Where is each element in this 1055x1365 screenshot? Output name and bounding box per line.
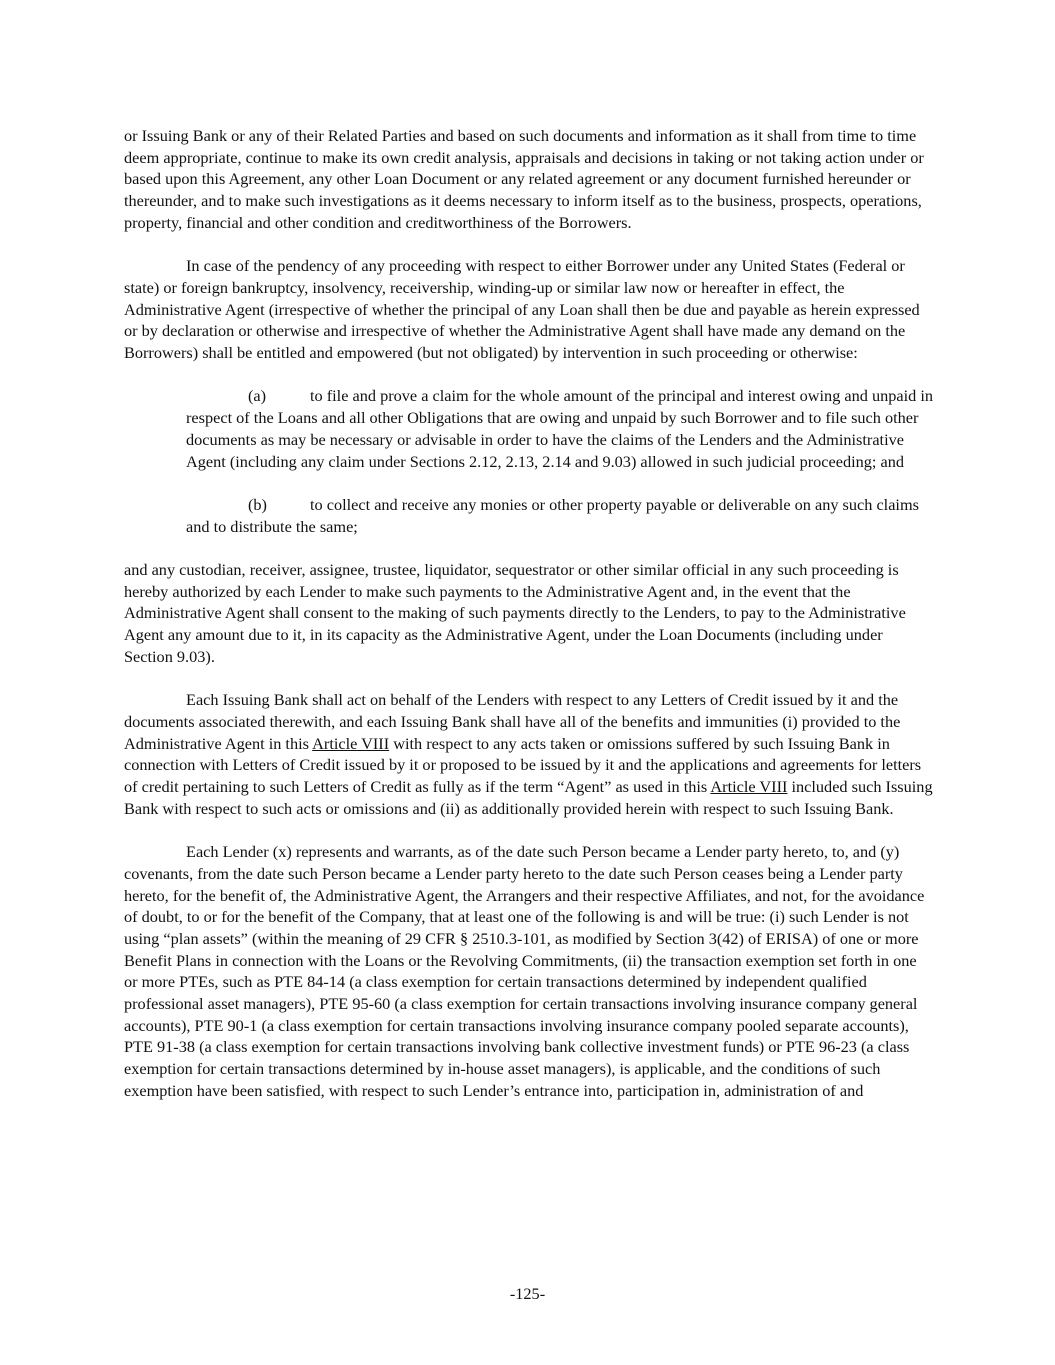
article-viii-reference-2: Article VIII — [710, 777, 788, 797]
clause-b — [186, 494, 934, 537]
clause-a-text: to file and prove a claim for the whole amount of the principal and interest owing and unpaid in respect of the Loans and all other Obligations that are owing and unpaid by such Borrower and to file such other documents as may be necessary or advisable in order to have the claims of the Lenders and the Administrative Agent (including any claim under Sections 2.12, 2.13, 2.14 and 9.03) allowed in such judicial proceeding; and — [186, 386, 934, 471]
paragraph-proceeding-pendency: In case of the pendency of any proceeding with respect to either Borrower under any United States (Federal or state) or foreign bankruptcy, insolvency, receivership, winding-up or similar law now or hereafter in effect, the Administrative Agent (irrespective of whether the principal of any Loan shall then be due and payable as herein expressed or by declaration or otherwise and irrespective of whether the Administrative Agent shall have made any demand on the Borrowers) shall be entitled and empowered (but not obligated) by intervention in such proceeding or otherwise: — [124, 256, 920, 363]
clause-b-label: (b) — [248, 494, 267, 514]
issuing-bank-text-2: with respect to any acts taken or omissions suffered by such Issuing Bank in connection with Letters of Credit issued by it or proposed to be issued by it and the applications and agreements for letters of credit pertaining to such Letters of Credit as fully as if the term “Agent” as used in this — [124, 733, 922, 797]
article-viii-reference-1: Article VIII — [312, 733, 390, 753]
issuing-bank-text-1: Each Issuing Bank shall act on behalf of the Lenders with respect to any Letters of Credit issued by it and the documents associated therewith, and each Issuing Bank shall have all of the benefits and immunities (i) provided to the Administrative Agent in this — [124, 690, 901, 753]
page-number: -125- — [509, 1284, 546, 1303]
document-body — [124, 125, 934, 1123]
issuing-bank-text-3: included such Issuing Bank with respect to such acts or omissions and (ii) as additionally provided herein with respect to such Issuing Bank. — [124, 777, 933, 818]
clause-a-label: (a) — [248, 386, 267, 406]
paragraph-lender-representations: Each Lender (x) represents and warrants, as of the date such Person became a Lender party hereto, to, and (y) covenants, from the date such Person became a Lender party hereto to the date such Person ceases being a Lender party hereto, for the benefit of, the Administrative Agent, the Arrangers and their respective Affiliates, and not, for the avoidance of doubt, to or for the benefit of the Company, that at least one of the following is and will be true: (i) such Lender is not using “plan assets” (within the meaning of 29 CFR § 2510.3-101, as modified by Section 3(42) of ERISA) of one or more Benefit Plans in connection with the Loans or the Revolving Commitments, (ii) the transaction exemption set forth in one or more PTEs, such as PTE 84-14 (a class exemption for certain transactions determined by independent qualified professional asset managers), PTE 95-60 (a class exemption for certain transactions involving insurance company general accounts), PTE 90-1 (a class exemption for certain transactions involving insurance company pooled separate accounts), PTE 91-38 (a class exemption for certain transactions involving bank collective investment funds) or PTE 96-23 (a class exemption for certain transactions determined by in-house asset managers), is applicable, and the conditions of such exemption have been satisfied, with respect to such Lender’s entrance into, participation in, administration of and — [124, 842, 925, 1100]
clause-b-text: to collect and receive any monies or other property payable or deliverable on any such claims and to distribute the same; — [186, 494, 919, 536]
paragraph-issuing-bank — [124, 689, 934, 819]
clause-a — [186, 385, 934, 472]
paragraph-custodian-authorization: and any custodian, receiver, assignee, trustee, liquidator, sequestrator or other similar official in any such proceeding is hereby authorized by each Lender to make such payments to the Administrative Agent and, in the event that the Administrative Agent shall consent to the making of such payments directly to the Lenders, to pay to the Administrative Agent any amount due to it, in its capacity as the Administrative Agent, under the Loan Documents (including under Section 9.03). — [124, 560, 906, 666]
paragraph-credit-analysis: or Issuing Bank or any of their Related Parties and based on such documents and information as it shall from time to time deem appropriate, continue to make its own credit analysis, appraisals and decisions in taking or not taking action under or based upon this Agreement, any other Loan Document or any related agreement or any document furnished hereunder or thereunder, and to make such investigations as it deems necessary to inform itself as to the business, prospects, operations, property, financial and other condition and creditworthiness of the Borrowers. — [124, 126, 924, 232]
